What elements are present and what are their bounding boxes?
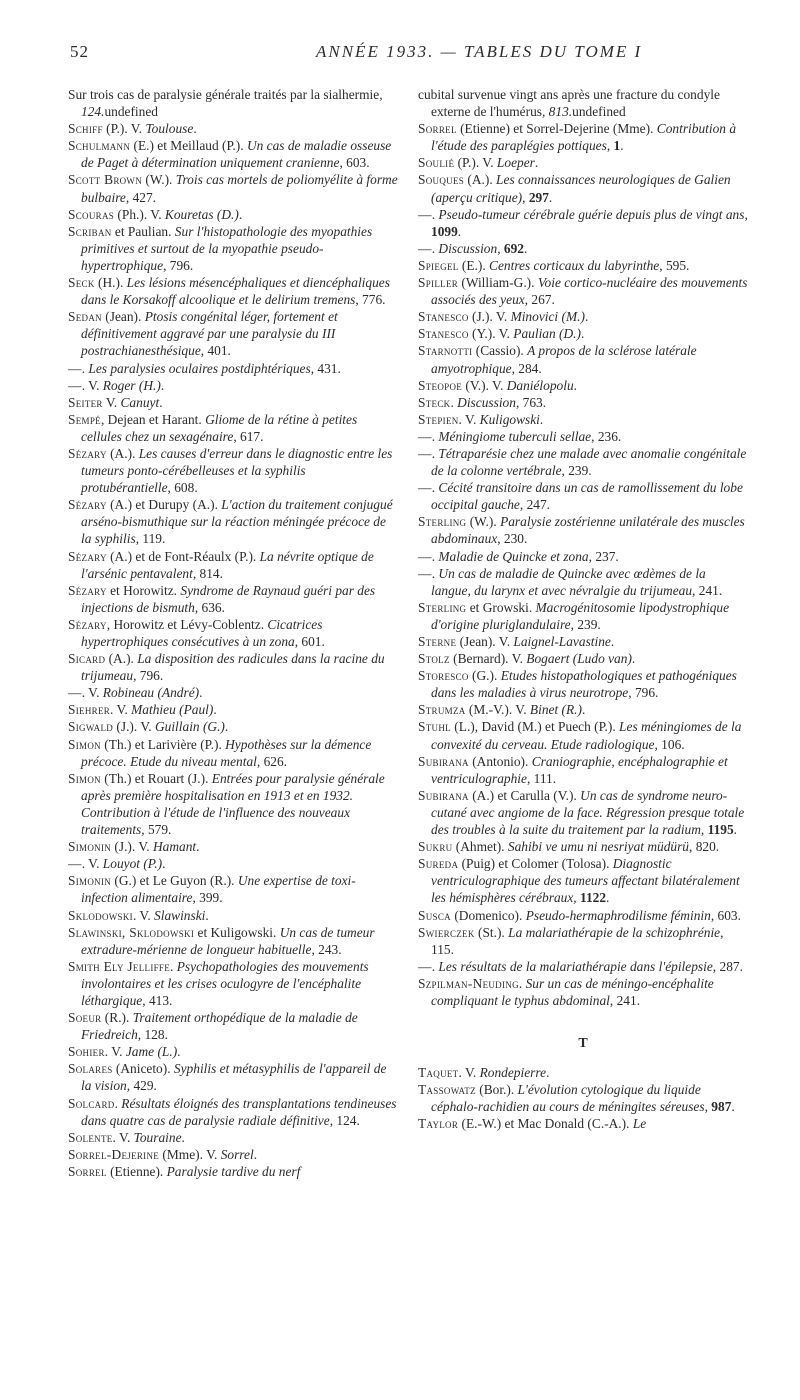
index-entry: Scouras (Ph.). V. Kouretas (D.). bbox=[68, 206, 243, 222]
entry-page-bold: 692 bbox=[503, 240, 524, 256]
index-entry: Taylor (E.-W.) et Mac Donald (C.-A.). Le bbox=[418, 1116, 647, 1132]
entry-title: Méningiome tuberculi sellae bbox=[438, 428, 592, 444]
entry-author: — bbox=[418, 428, 432, 444]
entry-title: Sur un cas de méningo-encéphalite compliquant le typhus abdominal bbox=[431, 975, 714, 1008]
entry-author: — bbox=[418, 445, 432, 461]
section-letter: T bbox=[578, 1036, 588, 1052]
entry-title: La névrite optique de l'arsénic pentavalent bbox=[81, 548, 374, 581]
entry-author: Solares bbox=[68, 1061, 113, 1077]
page-number: 52 bbox=[70, 42, 89, 61]
entry-title: , 124. bbox=[81, 87, 383, 120]
entry-title: Voie cortico-nucléaire des mouvements associés des yeux bbox=[431, 275, 748, 308]
entry-author: Sterne bbox=[418, 634, 457, 649]
entry-title: Loeper bbox=[496, 155, 535, 171]
entry-title: Guillain (G.) bbox=[154, 719, 225, 735]
index-entry: Sterling (W.). Paralysie zostérienne unilatérale des muscles abdominaux, 230. bbox=[418, 514, 745, 547]
entry-author: Steopoe bbox=[418, 377, 463, 393]
entry-page-bold: 1122 bbox=[580, 890, 607, 906]
entry-author: Simon bbox=[68, 770, 101, 786]
entry-author: Simonin bbox=[68, 873, 112, 889]
running-title: ANNÉE 1933. — TABLES DU TOME I bbox=[316, 42, 643, 61]
index-entry: Sklodowski. V. Slawinski. bbox=[68, 907, 209, 923]
entry-author: Stepien bbox=[418, 411, 459, 427]
entry-title: Cicatrices hypertrophiques consécutives à un zona bbox=[81, 616, 323, 649]
entry-author: Steck bbox=[418, 394, 451, 410]
entry-title: Touraine bbox=[133, 1129, 182, 1145]
entry-page-bold: 987 bbox=[711, 1099, 732, 1115]
index-entry: Sicard (A.). La disposition des radicules dans la racine du trijumeau, 796. bbox=[68, 651, 385, 684]
index-entry: Sézary (A.) et Durupy (A.). L'action du traitement conjugué arséno-bismuthique sur la réaction méningée précoce de la syphilis, 119. bbox=[68, 497, 393, 547]
entry-title: Trois cas mortels de poliomyélite à forme bulbaire bbox=[81, 172, 398, 205]
entry-author: — bbox=[418, 240, 432, 256]
index-entry: Slawinski, Sklodowski et Kuligowski. Un cas de tumeur extradure-mérienne de longueur habituelle, 243. bbox=[68, 924, 375, 957]
entry-title: La malariathérapie de la schizophrénie bbox=[508, 924, 721, 940]
entry-author: Soulié bbox=[418, 155, 455, 171]
index-entry: Stuhl (L.), David (M.) et Puech (P.). Les méningiomes de la convexité du cerveau. Etude radiologique, 106. bbox=[418, 719, 742, 752]
entry-author: Souques bbox=[418, 172, 465, 188]
entry-author: — bbox=[418, 480, 432, 496]
index-entry: Solcard. Résultats éloignés des transplantations tendineuses dans quatre cas de paralysie radiale définitive, 124. bbox=[68, 1095, 397, 1128]
index-entry: Steopoe (V.). V. Daniélopolu. bbox=[418, 377, 578, 393]
index-entry: —. Les résultats de la malariathérapie dans l'épilepsie, 287. bbox=[418, 958, 743, 974]
index-entry: Stanesco (J.). V. Minovici (M.). bbox=[418, 309, 589, 325]
index-entry: Susca (Domenico). Pseudo-hermaphrodilisme féminin, 603. bbox=[418, 907, 741, 923]
entry-title: Syphilis et métasyphilis de l'appareil de la vision bbox=[81, 1061, 387, 1094]
page-header bbox=[56, 40, 756, 66]
entry-title: Gliome de la rétine à petites cellules chez un sexagénaire bbox=[81, 411, 358, 444]
entry-author: — bbox=[68, 685, 82, 701]
entry-author: Sempé bbox=[68, 411, 101, 427]
index-entry: Schulmann (E.) et Meillaud (P.). Un cas de maladie osseuse de Paget à détermination uniquement cranienne, 603. bbox=[68, 138, 392, 171]
entry-title: Un cas de tumeur extradure-mérienne de longueur habituelle bbox=[81, 924, 375, 957]
index-entry: Solente. V. Touraine. bbox=[68, 1129, 185, 1145]
index-entry: Starnotti (Cassio). A propos de la sclérose latérale amyotrophique, 284. bbox=[418, 343, 697, 376]
entry-author: Sureda bbox=[418, 856, 459, 872]
entry-title: Hamant bbox=[152, 839, 197, 855]
index-entry: cubital survenue vingt ans après une fracture du condyle externe de l'humérus, 813.undefined bbox=[418, 87, 720, 120]
index-entry: Sézary (A.) et de Font-Réaulx (P.). La névrite optique de l'arsénic pentavalent, 814. bbox=[68, 548, 374, 581]
index-entry: Soeur (R.). Traitement orthopédique de la maladie de Friedreich, 128. bbox=[68, 1010, 358, 1043]
entry-page-bold: 1099 bbox=[431, 223, 458, 239]
index-entry: Sigwald (J.). V. Guillain (G.). bbox=[68, 719, 229, 735]
index-entry: —. Cécité transitoire dans un cas de ramollissement du lobe occipital gauche, 247. bbox=[418, 480, 743, 513]
entry-author: — bbox=[418, 206, 432, 222]
index-entry: Sorrel (Etienne). Paralysie tardive du nerf bbox=[68, 1163, 301, 1179]
entry-page-bold: 1 bbox=[613, 138, 621, 154]
entry-title: Paulian (D.) bbox=[513, 326, 581, 342]
index-entry: Sohier. V. Jame (L.). bbox=[68, 1044, 181, 1060]
index-entry: Scott Brown (W.). Trois cas mortels de poliomyélite à forme bulbaire, 427. bbox=[68, 172, 398, 205]
index-entry: Siehrer. V. Mathieu (Paul). bbox=[68, 702, 217, 718]
entry-author: Scouras bbox=[68, 206, 115, 222]
entry-author: Sterling bbox=[418, 599, 467, 615]
entry-title: Canuyt bbox=[120, 394, 160, 410]
entry-title: Diagnostic ventriculographique des tumeurs affectant bilatéralement les hémisphères cérébraux bbox=[431, 856, 740, 906]
entry-title: Minovici (M.) bbox=[510, 309, 585, 325]
entry-author: Schiff bbox=[68, 121, 103, 137]
index-entry: —. V. Roger (H.). bbox=[68, 377, 165, 393]
index-entry: Tassowatz (Bor.). L'évolution cytologique du liquide céphalo-rachidien au cours de méningites séreuses, 987. bbox=[418, 1082, 735, 1115]
entry-title: Craniographie, encéphalographie et ventriculographie bbox=[431, 753, 728, 786]
entry-title: Les causes d'erreur dans le diagnostic entre les tumeurs ponto-cérébelleuses et la syphilis protubérantielle bbox=[81, 445, 393, 496]
entry-title: Louyot (P.) bbox=[102, 856, 163, 872]
entry-title: Psychopathologies des mouvements involontaires et les crises oculogyre de l'encéphalite léthargique bbox=[81, 958, 369, 1008]
entry-title: Les connaissances neurologiques de Galien (aperçu critique) bbox=[431, 172, 731, 205]
index-entry: Strumza (M.-V.). V. Binet (R.). bbox=[418, 702, 586, 718]
entry-author: Strumza bbox=[418, 702, 466, 718]
entry-author: Stanesco bbox=[418, 309, 469, 325]
index-entry: Sukru (Ahmet). Sahibi ve umu ni nesriyat müdürü, 820. bbox=[418, 839, 720, 855]
index-entry: Sterling et Growski. Macrogénitosomie lipodystrophique d'origine pluriglandulaire, 239. bbox=[418, 599, 730, 632]
entry-author: Simon bbox=[68, 736, 101, 752]
entry-author: — bbox=[418, 565, 432, 581]
entry-author: Sigwald bbox=[68, 719, 114, 735]
entry-title: Un cas de syndrome neuro-cutané avec angiome de la face. Régression presque totale des troubles à la suite du traitement par la radium bbox=[431, 787, 745, 838]
entry-author: Scott Brown bbox=[68, 172, 143, 188]
index-entry: Stanesco (Y.). V. Paulian (D.). bbox=[418, 326, 585, 342]
left-column bbox=[68, 86, 398, 1180]
entry-title: Sahibi ve umu ni nesriyat müdürü bbox=[507, 839, 690, 855]
entry-author: Spiegel bbox=[418, 257, 459, 273]
entry-title: Ptosis congénital léger, fortement et définitivement aggravé par une paralysie du III postrachianesthésique bbox=[81, 309, 338, 359]
entry-author: Taquet bbox=[418, 1065, 459, 1081]
entry-author: Seiter bbox=[68, 394, 103, 410]
entry-author: Taylor bbox=[418, 1116, 459, 1132]
entry-title: Macrogénitosomie lipodystrophique d'origine pluriglandulaire bbox=[431, 599, 730, 632]
index-entry: Sézary et Horowitz. Syndrome de Raynaud guéri par des injections de bismuth, 636. bbox=[68, 582, 376, 615]
index-entry: —. Un cas de maladie de Quincke avec œdèmes de la langue, du larynx et avec névralgie du trijumeau, 241. bbox=[418, 565, 723, 598]
entry-title: , 813. bbox=[541, 104, 573, 120]
entry-author: Sterling bbox=[418, 514, 467, 530]
entry-title: Laignel-Lavastine bbox=[513, 634, 611, 649]
entry-author: Tassowatz bbox=[418, 1082, 476, 1098]
entry-title: Sur l'histopathologie des myopathies primitives et surtout de la myopathie pseudo-hypertrophique bbox=[81, 223, 373, 273]
entry-author: Sedan bbox=[68, 309, 102, 325]
entry-author: Sézary bbox=[68, 548, 107, 564]
entry-title: Pseudo-tumeur cérébrale guérie depuis plus de vingt ans bbox=[438, 206, 745, 222]
entry-title: L'action du traitement conjugué arséno-bismuthique sur la réaction méningée précoce de la syphilis bbox=[81, 497, 393, 547]
index-entry: —. Les paralysies oculaires postdiphtériques, 431. bbox=[68, 360, 341, 376]
index-entry: Sézary (A.). Les causes d'erreur dans le diagnostic entre les tumeurs ponto-cérébelleuses et la syphilis protubérantielle, 608. bbox=[68, 445, 393, 496]
entry-author: Storesco bbox=[418, 668, 469, 684]
entry-author: — bbox=[68, 377, 82, 393]
index-entry: Stolz (Bernard). V. Bogaert (Ludo van). bbox=[418, 651, 636, 667]
entry-title: Paralysie zostérienne unilatérale des muscles abdominaux bbox=[431, 514, 745, 547]
entry-author: Simonin bbox=[68, 839, 112, 855]
entry-title: Le bbox=[632, 1116, 647, 1132]
entry-author: Sorrel bbox=[68, 1163, 107, 1179]
index-entry: Szpilman-Neuding. Sur un cas de méningo-encéphalite compliquant le typhus abdominal, 241. bbox=[418, 975, 714, 1008]
entry-author: Siehrer bbox=[68, 702, 111, 718]
entry-author: Smith Ely Jelliffe bbox=[68, 958, 171, 974]
entry-author: Soeur bbox=[68, 1010, 102, 1026]
index-entry: Solares (Aniceto). Syphilis et métasyphilis de l'appareil de la vision, 429. bbox=[68, 1061, 387, 1094]
entry-author: Sohier bbox=[68, 1044, 105, 1060]
entry-author: Stanesco bbox=[418, 326, 469, 342]
entry-author: Sorrel-Dejerine bbox=[68, 1146, 160, 1162]
index-entry: Sempé, Dejean et Harant. Gliome de la rétine à petites cellules chez un sexagénaire, 617. bbox=[68, 411, 358, 444]
entry-author: Sézary bbox=[68, 445, 107, 461]
entry-title: Bogaert (Ludo van) bbox=[526, 651, 632, 667]
entry-title: Discussion bbox=[457, 394, 516, 410]
index-entry: Soulié (P.). V. Loeper. bbox=[418, 155, 539, 171]
entry-title: Discussion bbox=[438, 240, 498, 256]
entry-author: Sicard bbox=[68, 651, 106, 667]
entry-author: Scriban bbox=[68, 223, 112, 239]
entry-author: Sklodowski bbox=[68, 907, 133, 923]
entry-author: Seck bbox=[68, 275, 95, 291]
entry-author: Sézary bbox=[68, 497, 107, 513]
entry-title: Pseudo-hermaphrodilisme féminin bbox=[525, 907, 711, 923]
index-entry: —. V. Robineau (André). bbox=[68, 685, 203, 701]
entry-title: Entrées pour paralysie générale après première hospitalisation en 1913 et en 1932. Contribution à l'étude de l'influence des nouveaux traitements bbox=[81, 770, 385, 838]
entry-author: Subirana bbox=[418, 753, 469, 769]
entry-page-bold: 297 bbox=[528, 189, 549, 205]
index-entry: Sedan (Jean). Ptosis congénital léger, fortement et définitivement aggravé par une paralysie du III postrachianesthésique, 401. bbox=[68, 309, 338, 359]
index-entry: Spiller (William-G.). Voie cortico-nucléaire des mouvements associés des yeux, 267. bbox=[418, 275, 748, 308]
index-entry: Smith Ely Jelliffe. Psychopathologies des mouvements involontaires et les crises oculogyre de l'encéphalite léthargique, 413. bbox=[68, 958, 369, 1008]
index-entry: Sorrel-Dejerine (Mme). V. Sorrel. bbox=[68, 1146, 258, 1162]
entry-author: Sézary bbox=[68, 582, 107, 598]
entry-title: Un cas de maladie osseuse de Paget à détermination uniquement cranienne bbox=[81, 138, 392, 171]
entry-author: — bbox=[68, 360, 82, 376]
entry-title: Les résultats de la malariathérapie dans l'épilepsie bbox=[438, 958, 713, 974]
index-entry: Simonin (G.) et Le Guyon (R.). Une expertise de toxi-infection alimentaire, 399. bbox=[68, 873, 356, 906]
entry-author: Spiller bbox=[418, 275, 459, 291]
entry-title: Mathieu (Paul) bbox=[131, 702, 214, 718]
index-entry: Steck. Discussion, 763. bbox=[418, 394, 547, 410]
entry-title: Traitement orthopédique de la maladie de Friedreich bbox=[81, 1010, 358, 1043]
entry-title: Les paralysies oculaires postdiphtériques bbox=[88, 360, 311, 376]
entry-title: Roger (H.) bbox=[102, 377, 161, 393]
entry-title: Paralysie tardive du nerf bbox=[166, 1163, 301, 1179]
index-entry: —. Pseudo-tumeur cérébrale guérie depuis plus de vingt ans, 1099. bbox=[418, 206, 748, 239]
index-entry: Spiegel (E.). Centres corticaux du labyrinthe, 595. bbox=[418, 257, 690, 273]
index-entry: —. Tétraparésie chez une malade avec anomalie congénitale de la colonne vertébrale, 239. bbox=[418, 445, 747, 479]
entry-title: Slawinski bbox=[154, 907, 206, 923]
entry-page-bold: 1195 bbox=[707, 822, 734, 838]
entry-author: Sézary bbox=[68, 616, 107, 632]
right-column bbox=[418, 86, 748, 1133]
index-entry: Taquet. V. Rondepierre. bbox=[418, 1065, 550, 1081]
index-entry: Stepien. V. Kuligowski. bbox=[418, 411, 544, 427]
entry-author: Stuhl bbox=[418, 719, 451, 735]
entry-author: Schulmann bbox=[68, 138, 131, 154]
index-entry: —. Méningiome tuberculi sellae, 236. bbox=[418, 428, 622, 444]
index-entry: Storesco (G.). Etudes histopathologiques et pathogéniques dans les maladies à virus neurotrope, 796. bbox=[418, 668, 737, 701]
entry-title: Les méningiomes de la convexité du cerveau. Etude radiologique bbox=[431, 719, 742, 752]
entry-author: Sukru bbox=[418, 839, 453, 855]
entry-title: Une expertise de toxi-infection alimentaire bbox=[81, 873, 356, 906]
entry-title: Daniélopolu bbox=[506, 377, 574, 393]
entry-author: Szpilman-Neuding bbox=[418, 975, 519, 991]
entry-title: A propos de la sclérose latérale amyotrophique bbox=[431, 343, 697, 376]
entry-author: Starnotti bbox=[418, 343, 473, 359]
entry-author: — bbox=[418, 958, 432, 974]
entry-title: Rondepierre bbox=[479, 1065, 547, 1081]
entry-author: Slawinski, Sklodowski bbox=[68, 924, 195, 940]
index-entry: Simon (Th.) et Rouart (J.). Entrées pour paralysie générale après première hospitalisation en 1913 et en 1932. Contribution à l'étude de l'influence des nouveaux traitements, 579. bbox=[68, 770, 385, 838]
entry-title: Un cas de maladie de Quincke avec œdèmes de la langue, du larynx et avec névralgie du trijumeau bbox=[431, 565, 706, 598]
entry-author: Swierczek bbox=[418, 924, 475, 940]
index-entry: Scriban et Paulian. Sur l'histopathologie des myopathies primitives et surtout de la myopathie pseudo-hypertrophique, 796. bbox=[68, 223, 373, 273]
index-entry: Sur trois cas de paralysie générale traités par la sialhermie, 124.undefined bbox=[68, 87, 383, 120]
entry-title: Binet (R.) bbox=[529, 702, 582, 718]
entry-title: Syndrome de Raynaud guéri par des injections de bismuth bbox=[81, 582, 376, 615]
index-entry: Simon (Th.) et Larivière (P.). Hypothèses sur la démence précoce. Etude du niveau mental, 626. bbox=[68, 736, 372, 769]
right-column-t-entries bbox=[418, 1064, 748, 1132]
entry-title: Centres corticaux du labyrinthe bbox=[489, 257, 660, 273]
entry-title: Résultats éloignés des transplantations tendineuses dans quatre cas de paralysie radiale définitive bbox=[81, 1095, 397, 1128]
index-entry: Simonin (J.). V. Hamant. bbox=[68, 839, 200, 855]
entry-title: Robineau (André) bbox=[102, 685, 200, 701]
index-entry: —. Discussion, 692. bbox=[418, 240, 528, 256]
entry-author: Solcard bbox=[68, 1095, 115, 1111]
entry-author: — bbox=[68, 856, 82, 872]
entry-title: Contribution à l'étude des paraplégies pottiques bbox=[431, 121, 737, 154]
entry-title: L'évolution cytologique du liquide céphalo-rachidien au cours de méningites séreuses bbox=[431, 1082, 705, 1115]
entry-author: — bbox=[418, 548, 432, 564]
entry-author: Subirana bbox=[418, 787, 469, 803]
entry-title: Les lésions mésencéphaliques et diencéphaliques dans le Korsakoff alcoolique et le delirium tremens bbox=[81, 275, 390, 308]
entry-title: Tétraparésie chez une malade avec anomalie congénitale de la colonne vertébrale bbox=[431, 445, 747, 479]
entry-author: Sorrel bbox=[418, 121, 457, 137]
index-entry: Swierczek (St.). La malariathérapie de la schizophrénie, 115. bbox=[418, 924, 724, 957]
entry-title: Maladie de Quincke et zona bbox=[438, 548, 589, 564]
index-entry: —. Maladie de Quincke et zona, 237. bbox=[418, 548, 619, 564]
entry-title: Sorrel bbox=[220, 1146, 254, 1162]
right-column-s-entries bbox=[418, 86, 748, 1009]
index-entry: Seck (H.). Les lésions mésencéphaliques et diencéphaliques dans le Korsakoff alcoolique et le delirium tremens, 776. bbox=[68, 275, 390, 308]
index-entry: Sureda (Puig) et Colomer (Tolosa). Diagnostic ventriculographique des tumeurs affectant bilatéralement les hémisphères cérébraux, 1122. bbox=[418, 856, 740, 906]
entry-author: Susca bbox=[418, 907, 451, 923]
entry-title: Jame (L.) bbox=[125, 1044, 178, 1060]
entry-title: Hypothèses sur la démence précoce. Etude du niveau mental bbox=[81, 736, 372, 769]
entry-author: Stolz bbox=[418, 651, 450, 667]
index-entry: Subirana (A.) et Carulla (V.). Un cas de syndrome neuro-cutané avec angiome de la face. Régression presque totale des troubles à la suite du traitement par la radium, 1195. bbox=[418, 787, 745, 838]
entry-author: Solente bbox=[68, 1129, 113, 1145]
index-entry: Souques (A.). Les connaissances neurologiques de Galien (aperçu critique), 297. bbox=[418, 172, 731, 205]
entry-title: Cécité transitoire dans un cas de ramollissement du lobe occipital gauche bbox=[431, 480, 743, 513]
entry-title: Kouretas (D.) bbox=[164, 206, 239, 222]
entry-title: Etudes histopathologiques et pathogéniques dans les maladies à virus neurotrope bbox=[431, 668, 737, 701]
entry-title: Toulouse bbox=[145, 121, 194, 137]
entry-title: Kuligowski bbox=[479, 411, 540, 427]
index-entry: Schiff (P.). V. Toulouse. bbox=[68, 121, 197, 137]
index-entry: Sorrel (Etienne) et Sorrel-Dejerine (Mme). Contribution à l'étude des paraplégies pottiques, 1. bbox=[418, 121, 737, 154]
index-entry: Sterne (Jean). V. Laignel-Lavastine. bbox=[418, 634, 615, 649]
entry-title: La disposition des radicules dans la racine du trijumeau bbox=[81, 651, 385, 684]
index-entry: Seiter V. Canuyt. bbox=[68, 394, 163, 410]
index-entry: Sézary, Horowitz et Lévy-Coblentz. Cicatrices hypertrophiques consécutives à un zona, 601. bbox=[68, 616, 325, 649]
index-entry: Subirana (Antonio). Craniographie, encéphalographie et ventriculographie, 111. bbox=[418, 753, 728, 786]
index-entry: —. V. Louyot (P.). bbox=[68, 856, 166, 872]
